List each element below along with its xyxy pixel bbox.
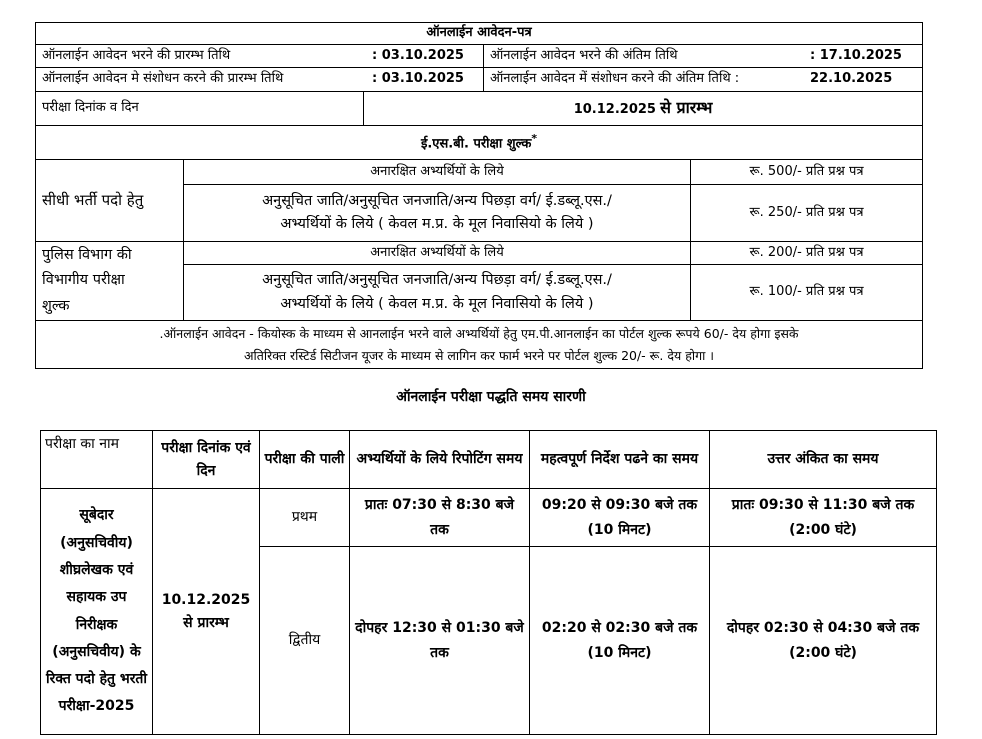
fee-title-cell bbox=[36, 126, 923, 160]
police-reserved-label-line2: अभ्यर्थियों के लिये ( केवल म.प्र. के मूल निवासियो के लिये ) bbox=[280, 295, 594, 312]
fee-title-mark: * bbox=[531, 132, 538, 146]
shift-instructions-time: 09:20 से 09:30 बजे तक (10 मिनट) bbox=[530, 489, 710, 547]
police-department-label bbox=[36, 242, 184, 321]
exam-date-value: 10.12.2025 bbox=[573, 102, 656, 118]
correction-end-cell bbox=[484, 68, 923, 92]
correction-start-cell bbox=[36, 68, 484, 92]
application-form-title: ऑनलाईन आवेदन-पत्र bbox=[36, 23, 923, 45]
shift-reporting-time: प्रातः 07:30 से 8:30 बजे तक bbox=[350, 489, 530, 547]
portal-fee-note bbox=[36, 321, 923, 369]
portal-fee-note-line2: अतिरिक्त रस्टिर्ड सिटीजन यूजर के माध्यम से लागिन कर फार्म भरने पर पोर्टल शुल्क 20/- रू. देय होगा । bbox=[244, 347, 715, 363]
correction-end-value: 22.10.2025 bbox=[810, 71, 893, 87]
police-label-line3: शुल्क bbox=[42, 297, 70, 314]
direct-recruitment-label: सीधी भर्ती पदो हेतु bbox=[36, 160, 184, 242]
police-unreserved-fee: रू. 200/- प्रति प्रश्न पत्र bbox=[691, 242, 923, 265]
header-instructions-time: महत्वपूर्ण निर्देश पढने का समय bbox=[530, 431, 710, 489]
shift-reporting-time: दोपहर 12:30 से 01:30 बजे तक bbox=[350, 547, 530, 735]
shift-instructions-time: 02:20 से 02:30 बजे तक (10 मिनट) bbox=[530, 547, 710, 735]
portal-fee-note-line1: .ऑनलाईन आवेदन - कियोस्क के माध्यम से आनलाईन भरने वाले अभ्यर्थियों हेतु एम.पी.आनलाईन का पोर्टल शुल्क रूपये 60/- देय होगा इसके bbox=[159, 325, 799, 341]
direct-reserved-label-line1: अनुसूचित जाति/अनुसूचित जनजाति/अन्य पिछड़ा वर्ग/ ई.डब्लू.एस./ bbox=[262, 192, 612, 209]
direct-unreserved-fee: रू. 500/- प्रति प्रश्न पत्र bbox=[691, 160, 923, 185]
police-unreserved-label: अनारक्षित अभ्यर्थियों के लिये bbox=[184, 242, 691, 265]
police-reserved-fee: रू. 100/- प्रति प्रश्न पत्र bbox=[691, 265, 923, 321]
exam-date: 10.12.2025 से प्रारम्भ bbox=[153, 489, 260, 735]
exam-date-cell bbox=[364, 92, 923, 126]
correction-start-label: ऑनलाईन आवेदन मे संशोधन करने की प्रारम्भ तिथि bbox=[42, 71, 284, 87]
exam-schedule-table bbox=[40, 430, 937, 735]
shift-answer-time: दोपहर 02:30 से 04:30 बजे तक (2:00 घंटे) bbox=[710, 547, 937, 735]
application-dates-fee-table bbox=[35, 22, 923, 369]
shift-name: प्रथम bbox=[260, 489, 350, 547]
police-label-line1: पुलिस विभाग की bbox=[42, 247, 132, 263]
shift-answer-time: प्रातः 09:30 से 11:30 बजे तक (2:00 घंटे) bbox=[710, 489, 937, 547]
header-shift: परीक्षा की पाली bbox=[260, 431, 350, 489]
direct-reserved-label bbox=[184, 185, 691, 242]
shift-name: द्वितीय bbox=[260, 547, 350, 735]
header-answer-time: उत्तर अंकित का समय bbox=[710, 431, 937, 489]
start-date-value: : 03.10.2025 bbox=[372, 47, 464, 63]
end-date-value: : 17.10.2025 bbox=[810, 47, 902, 63]
header-exam-date: परीक्षा दिनांक एवं दिन bbox=[153, 431, 260, 489]
direct-unreserved-label: अनारक्षित अभ्यर्थियों के लिये bbox=[184, 160, 691, 185]
exam-name: सूबेदार (अनुसचिवीय) शीघ्रलेखक एवं सहायक उप निरीक्षक (अनुसचिवीय) के रिक्त पदो हेतु भरती परीक्षा-2025 bbox=[41, 489, 153, 735]
correction-start-value: : 03.10.2025 bbox=[372, 71, 464, 87]
direct-reserved-fee: रू. 250/- प्रति प्रश्न पत्र bbox=[691, 185, 923, 242]
exam-date-suffix: से प्रारम्भ bbox=[660, 98, 713, 118]
correction-end-label: ऑनलाईन आवेदन में संशोधन करने की अंतिम तिथि : bbox=[490, 71, 740, 87]
police-reserved-label-line1: अनुसूचित जाति/अनुसूचित जनजाति/अन्य पिछड़ा वर्ग/ ई.डब्लू.एस./ bbox=[262, 272, 612, 289]
police-reserved-label bbox=[184, 265, 691, 321]
schedule-title: ऑनलाईन परीक्षा पद्धति समय सारणी bbox=[396, 389, 586, 405]
direct-reserved-label-line2: अभ्यर्थियों के लिये ( केवल म.प्र. के मूल निवासियो के लिये ) bbox=[280, 216, 594, 232]
end-date-label: ऑनलाईन आवेदन भरने की अंतिम तिथि bbox=[490, 47, 678, 63]
exam-date-label: परीक्षा दिनांक व दिन bbox=[36, 92, 364, 126]
police-label-line2: विभागीय परीक्षा bbox=[42, 272, 125, 289]
start-date-cell bbox=[36, 45, 484, 68]
end-date-cell bbox=[484, 45, 923, 68]
header-exam-name: परीक्षा का नाम bbox=[41, 431, 153, 489]
fee-title: ई.एस.बी. परीक्षा शुल्क bbox=[420, 136, 532, 152]
header-reporting-time: अभ्यर्थियों के लिये रिपोटिंग समय bbox=[350, 431, 530, 489]
start-date-label: ऑनलाईन आवेदन भरने की प्रारम्भ तिथि bbox=[42, 47, 231, 63]
